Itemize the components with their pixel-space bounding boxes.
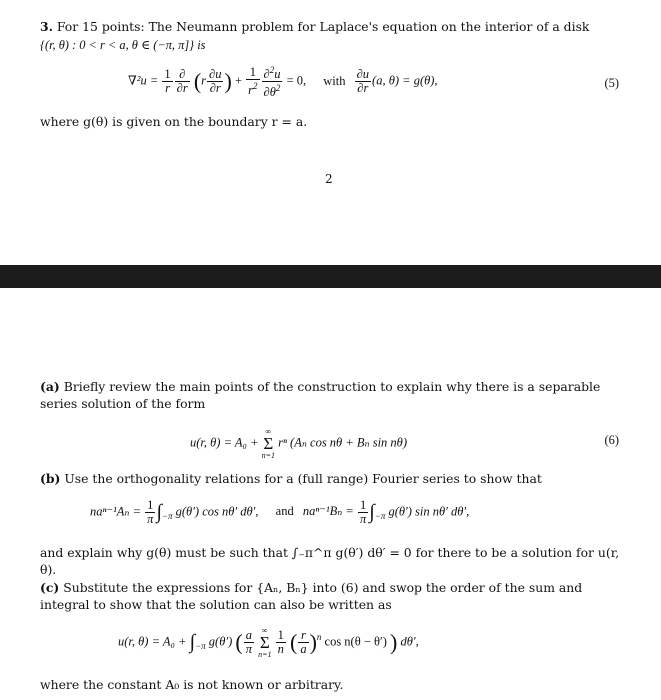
eqc-end: dθ′,: [400, 634, 419, 649]
eqc-lhs: u(r, θ) = A₀ +: [118, 634, 187, 649]
closing-text: where the constant A₀ is not known or arbitrary.: [40, 677, 344, 692]
eq6-sum-bottom: n=1: [261, 451, 275, 460]
part-b-tail: and explain why g(θ) must be such that ∫₋π^π g(θ′) dθ′ = 0 for there to be a solution for u(r, θ).: [40, 545, 620, 577]
equation-c: u(r, $\theta) = A_0 + \int_{-\pi}$ g(θ′) ( $\frac{a}{\pi}$ ∞ Σ n=1 $\frac{1}{n}$ ( $\frac{r}{a}$ )$^n$ cos n(θ − θ′) ) dθ′,: [118, 626, 419, 659]
problem-intro: [40, 18, 630, 35]
domain-set: {(r, θ) : 0 < r < a, θ ∈ (−π, π]} is: [40, 38, 206, 52]
an-rhs: g(θ′) cos nθ′ dθ′,: [175, 504, 259, 519]
part-c-body: Substitute the expressions for {Aₙ, Bₙ} into (6) and swop the order of the sum and integral to show that the solution can also be written as: [40, 580, 583, 612]
bn-lhs: naⁿ⁻¹Bₙ =: [302, 504, 354, 519]
eq5-lhs: ∇²u =: [128, 73, 159, 88]
eq6-sum-top: ∞: [265, 427, 272, 436]
eqc-mid: g(θ′): [208, 634, 233, 649]
coefficient-equations: naⁿ⁻¹Aₙ = $\frac{1}{\pi}$ $\int_{-\pi}$ g(θ′) cos nθ′ dθ′, and naⁿ⁻¹Bₙ = $\frac{1}{\pi}$ $\int_{-\pi}$ g(θ′) sin nθ′ dθ′,: [90, 498, 470, 526]
part-b-label: (b): [40, 471, 61, 486]
part-c-label: (c): [40, 580, 60, 595]
part-a-body: Briefly review the main points of the construction to explain why there is a separable series solution of the form: [40, 379, 601, 411]
eq6-number: (6): [604, 433, 619, 447]
part-a-label: (a): [40, 379, 60, 394]
part-b-body: Use the orthogonality relations for a (full range) Fourier series to show that: [64, 471, 542, 486]
equation-5: ∇²u = $\frac{1}{r}$ $\frac{\partial}{\partial r}$ (r $\frac{\partial u}{\partial r}$ ) + $\frac{1}{r^2}$ $\frac{\partial^2u}{\partial\theta^2}$ = 0, with $\frac{\partial u}{\partial r}$ (a, θ) = g(θ), (5): [128, 65, 619, 100]
boundary-text: where g(θ) is given on the boundary r = a.: [40, 114, 308, 129]
eq6-tail: rⁿ (Aₙ cos nθ + Bₙ sin nθ): [278, 435, 407, 450]
page-number: 2: [325, 172, 333, 186]
eqc-tail: cos n(θ − θ′): [324, 634, 387, 649]
problem-label: 3.: [40, 19, 53, 34]
part-a-text: [40, 378, 620, 412]
an-lhs: naⁿ⁻¹Aₙ =: [90, 504, 142, 519]
part-c-text: [40, 579, 622, 613]
equation-6: u(r, θ) = A₀ + ∞ Σ n=1 rⁿ (Aₙ cos nθ + Bₙ sin nθ) (6): [190, 427, 619, 460]
page-separator: [0, 265, 661, 288]
eq5-condition: (a, θ) = g(θ),: [372, 73, 438, 88]
eq5-number: (5): [604, 76, 619, 90]
problem-intro-text: For 15 points: The Neumann problem for Laplace's equation on the interior of a disk: [56, 19, 590, 34]
eq5-with: with: [323, 73, 346, 88]
part-b-text: [40, 470, 620, 487]
bn-rhs: g(θ′) sin nθ′ dθ′,: [388, 504, 470, 519]
and-word: and: [275, 504, 294, 519]
eq6-lhs: u(r, θ) = A₀ +: [190, 435, 262, 450]
